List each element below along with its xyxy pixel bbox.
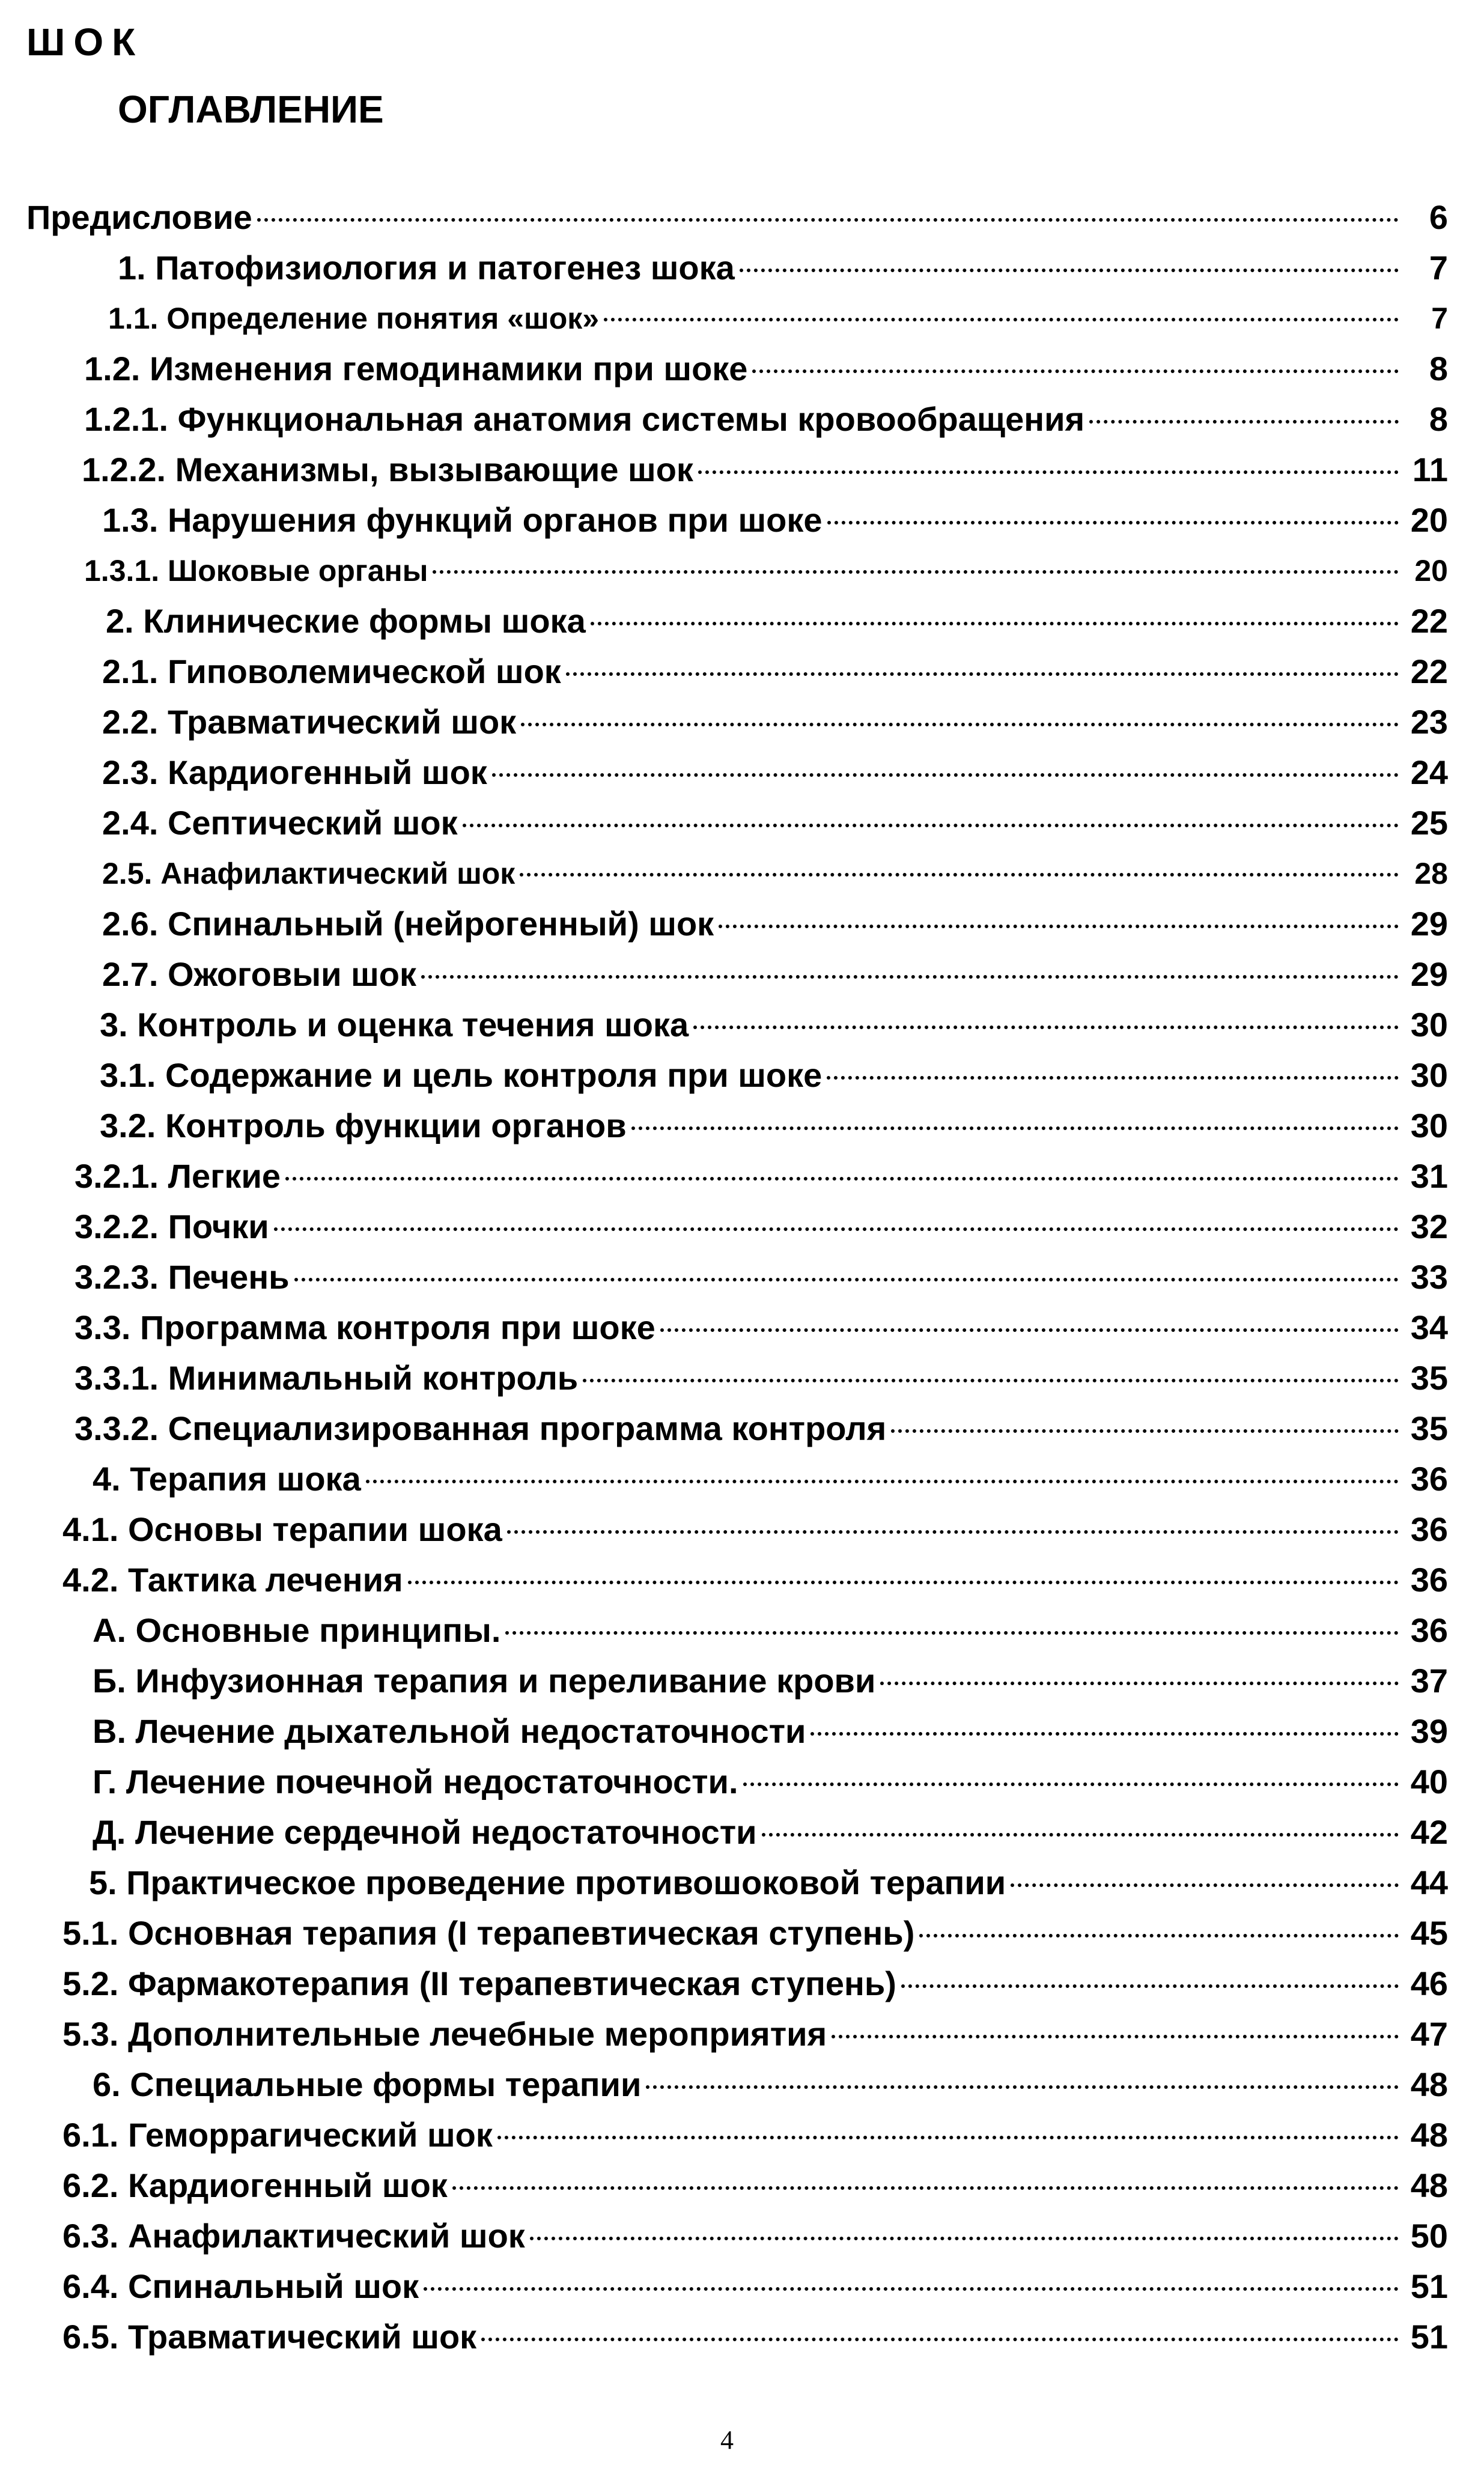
toc-entry-page: 24 [1410,753,1448,791]
toc-entry-title: 1. Патофизиология и патогенез шока [118,249,735,287]
toc-entry [0,1403,1484,1454]
dot-leader [743,1782,1399,1786]
toc-entry-page: 36 [1410,1510,1448,1548]
toc-entry [0,747,1484,798]
toc-entry-title: 2.3. Кардиогенный шок [102,753,487,791]
toc-entry-page: 51 [1410,2318,1448,2356]
toc-entry [0,798,1484,848]
dot-leader [294,1278,1399,1281]
toc-entry [0,2110,1484,2160]
toc-entry [0,2312,1484,2362]
toc-entry-title: 2.2. Травматический шок [102,703,517,741]
toc-entry-title: 3. Контроль и оценка течения шока [100,1006,689,1044]
toc-entry-page: 30 [1410,1107,1448,1144]
dot-leader [762,1833,1399,1837]
toc-entry [0,344,1484,394]
toc-entry [0,1656,1484,1706]
toc-entry-page: 35 [1410,1409,1448,1447]
toc-entry [0,495,1484,546]
toc-entry-page: 31 [1410,1157,1448,1195]
toc-entry-title: 2.6. Спинальный (нейрогенный) шок [102,905,714,943]
toc-entry-page: 29 [1410,955,1448,993]
dot-leader [827,1076,1399,1080]
toc-entry [0,1050,1484,1101]
dot-leader [505,1631,1399,1635]
toc-entry-title: 2. Клинические формы шока [106,602,586,640]
toc-entry-page: 46 [1410,1965,1448,2002]
toc-entry [0,1908,1484,1959]
toc-entry-title: 5.2. Фармакотерапия (II терапевтическая ступень) [62,1965,896,2002]
book-title: ШОК [26,20,144,64]
table-of-contents [0,192,1484,2362]
toc-entry-title: 5.3. Дополнительные лечебные мероприятия [62,2015,827,2053]
toc-entry-title: Предисловие [26,198,252,236]
toc-entry [0,1252,1484,1302]
toc-entry-title: 3.2. Контроль функции органов [100,1107,627,1144]
dot-leader [285,1177,1399,1181]
toc-entry-page: 44 [1410,1864,1448,1901]
toc-entry-title: Д. Лечение сердечной недостаточности [93,1813,757,1851]
dot-leader [507,1530,1399,1534]
dot-leader [433,570,1399,574]
toc-entry [0,697,1484,747]
toc-entry [0,1757,1484,1807]
toc-entry-title: Г. Лечение почечной недостаточности. [93,1763,738,1801]
toc-entry-title: 2.7. Ожоговыи шок [102,955,416,993]
dot-leader [591,622,1399,625]
toc-entry-title: 4.2. Тактика лечения [62,1561,403,1599]
toc-entry-page: 20 [1414,554,1448,588]
toc-entry [0,899,1484,949]
toc-entry-page: 42 [1410,1813,1448,1851]
dot-leader [740,269,1399,272]
toc-entry-page: 20 [1410,501,1448,539]
dot-leader [810,1732,1399,1736]
toc-entry [0,1858,1484,1908]
dot-leader [880,1682,1399,1685]
dot-leader [891,1429,1399,1433]
toc-entry [0,546,1484,596]
toc-entry-page: 30 [1410,1056,1448,1094]
toc-entry [0,1454,1484,1504]
toc-entry-page: 8 [1429,400,1448,438]
toc-entry-page: 50 [1410,2217,1448,2255]
toc-entry-title: 5. Практическое проведение противошоковой терапии [89,1864,1006,1901]
toc-entry [0,445,1484,495]
toc-entry-page: 40 [1410,1763,1448,1801]
toc-entry-title: 3.2.2. Почки [75,1208,269,1245]
toc-entry [0,1353,1484,1403]
page-number: 4 [720,2425,734,2455]
dot-leader [1089,420,1399,424]
dot-leader [646,2085,1399,2089]
toc-entry-title: 6.4. Спинальный шок [62,2267,419,2305]
dot-leader [827,521,1399,524]
toc-entry [0,2261,1484,2312]
toc-entry [0,1151,1484,1202]
toc-entry-title: 3.2.3. Печень [75,1258,290,1296]
toc-entry-page: 36 [1410,1561,1448,1599]
dot-leader [604,318,1399,321]
toc-entry-page: 25 [1410,804,1448,842]
toc-entry [0,243,1484,293]
toc-entry [0,1504,1484,1555]
toc-entry-title: 6.5. Травматический шок [62,2318,477,2356]
toc-entry-page: 7 [1429,249,1448,287]
toc-entry-page: 33 [1410,1258,1448,1296]
dot-leader [520,873,1399,877]
toc-entry [0,1706,1484,1757]
toc-entry [0,949,1484,1000]
toc-entry-title: 3.3.2. Специализированная программа контроля [75,1409,887,1447]
toc-entry [0,293,1484,344]
toc-entry-title: 4.1. Основы терапии шока [62,1510,502,1548]
dot-leader [463,824,1399,827]
toc-entry-title: 4. Терапия шока [93,1460,361,1498]
toc-entry-page: 37 [1410,1662,1448,1700]
toc-entry [0,848,1484,899]
toc-entry-page: 23 [1410,703,1448,741]
toc-entry-title: 6.2. Кардиогенный шок [62,2166,448,2204]
toc-entry-title: 3.3. Программа контроля при шоке [75,1308,655,1346]
dot-leader [919,1934,1399,1937]
toc-entry-title: 1.2.1. Функциональная анатомия системы кровообращения [84,400,1085,438]
toc-entry-page: 45 [1410,1914,1448,1952]
toc-entry-page: 29 [1410,905,1448,943]
toc-entry-page: 51 [1410,2267,1448,2305]
toc-entry [0,596,1484,646]
toc-entry [0,192,1484,243]
toc-entry [0,1959,1484,2009]
dot-leader [1011,1883,1399,1887]
toc-entry-title: 1.3. Нарушения функций органов при шоке [102,501,823,539]
dot-leader [583,1379,1399,1382]
toc-entry-page: 48 [1410,2116,1448,2154]
toc-entry [0,1302,1484,1353]
toc-entry-page: 22 [1410,602,1448,640]
toc-entry-title: 6. Специальные формы терапии [93,2065,642,2103]
toc-entry [0,1555,1484,1605]
toc-entry [0,1807,1484,1858]
toc-entry-title: 3.1. Содержание и цель контроля при шоке [100,1056,823,1094]
dot-leader [257,218,1399,222]
dot-leader [408,1581,1399,1584]
toc-entry-title: В. Лечение дыхательной недостаточности [93,1712,806,1750]
toc-entry-title: 1.2.2. Механизмы, вызывающие шок [82,451,693,488]
toc-entry-page: 28 [1414,857,1448,890]
dot-leader [452,2186,1399,2190]
toc-entry-title: 1.2. Изменения гемодинамики при шоке [84,350,748,387]
toc-entry [0,2211,1484,2261]
toc-entry-title: 3.3.1. Минимальный контроль [75,1359,579,1397]
toc-entry-title: А. Основные принципы. [93,1611,501,1649]
toc-entry-page: 34 [1410,1308,1448,1346]
toc-entry [0,2009,1484,2059]
toc-entry-page: 11 [1412,451,1448,488]
toc-entry-title: 6.1. Геморрагический шок [62,2116,493,2154]
toc-entry [0,394,1484,445]
toc-entry-page: 39 [1410,1712,1448,1750]
toc-entry-page: 30 [1410,1006,1448,1044]
dot-leader [631,1126,1399,1130]
dot-leader [752,369,1399,373]
dot-leader [424,2287,1399,2291]
toc-entry-page: 35 [1410,1359,1448,1397]
toc-entry-page: 32 [1410,1208,1448,1245]
toc-entry-page: 36 [1410,1611,1448,1649]
toc-heading: ОГЛАВЛЕНИЕ [118,88,384,131]
toc-entry-title: 1.3.1. Шоковые органы [84,554,428,588]
dot-leader [832,2035,1399,2038]
dot-leader [497,2136,1399,2139]
toc-entry-page: 6 [1429,198,1448,236]
toc-entry-page: 48 [1410,2166,1448,2204]
toc-entry [0,2059,1484,2110]
toc-entry-title: 5.1. Основная терапия (I терапевтическая ступень) [62,1914,915,1952]
dot-leader [719,925,1399,928]
toc-entry-title: 2.4. Септический шок [102,804,458,842]
toc-entry-page: 7 [1431,302,1448,335]
dot-leader [693,1026,1399,1029]
toc-entry [0,1000,1484,1050]
toc-entry [0,646,1484,697]
toc-entry-page: 47 [1410,2015,1448,2053]
toc-entry [0,1101,1484,1151]
toc-entry-page: 48 [1410,2065,1448,2103]
dot-leader [274,1227,1399,1231]
dot-leader [901,1984,1399,1988]
dot-leader [698,470,1399,474]
toc-entry-title: 2.5. Анафилактический шок [102,857,515,890]
dot-leader [481,2338,1399,2341]
toc-entry-title: Б. Инфузионная терапия и переливание крови [93,1662,876,1700]
toc-entry-title: 3.2.1. Легкие [75,1157,281,1195]
toc-entry [0,1202,1484,1252]
dot-leader [660,1328,1399,1332]
toc-entry [0,2160,1484,2211]
toc-entry-page: 36 [1410,1460,1448,1498]
dot-leader [421,975,1399,979]
toc-entry-page: 22 [1410,652,1448,690]
toc-entry-page: 8 [1429,350,1448,387]
toc-entry-title: 1.1. Определение понятия «шок» [108,302,600,335]
dot-leader [566,672,1399,676]
toc-entry [0,1605,1484,1656]
dot-leader [366,1480,1399,1483]
dot-leader [492,773,1399,777]
dot-leader [521,723,1399,726]
toc-entry-title: 2.1. Гиповолемической шок [102,652,561,690]
dot-leader [530,2237,1399,2240]
toc-entry-title: 6.3. Анафилактический шок [62,2217,525,2255]
